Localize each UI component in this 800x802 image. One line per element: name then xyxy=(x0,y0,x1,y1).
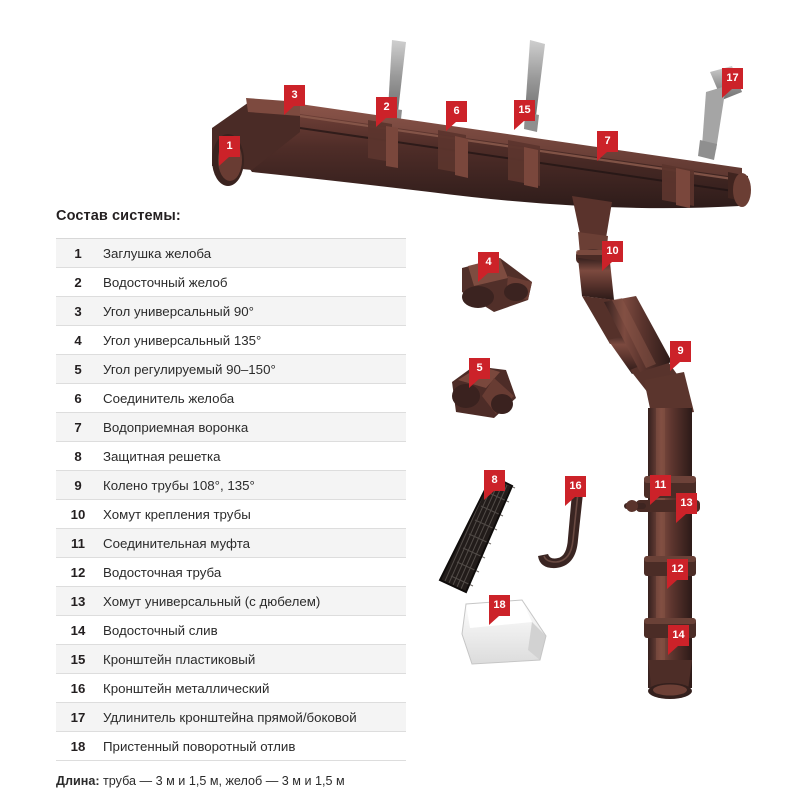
legend-row xyxy=(56,384,406,413)
legend-item-number: 16 xyxy=(70,680,86,696)
marker-18-tip xyxy=(489,616,509,625)
marker-3 xyxy=(284,85,305,115)
legend-footnote-bold: Длина: xyxy=(56,774,100,788)
legend-item-label: Соединитель желоба xyxy=(103,390,235,406)
legend-item-label: Угол универсальный 135° xyxy=(103,332,262,348)
marker-8-label: 8 xyxy=(484,470,505,491)
marker-5 xyxy=(469,358,490,388)
legend-item-number: 14 xyxy=(70,622,86,638)
legend-item-label: Соединительная муфта xyxy=(103,535,251,551)
legend-item-number: 3 xyxy=(74,303,82,319)
marker-7-tip xyxy=(597,152,617,161)
marker-6-tip xyxy=(446,122,466,131)
legend-item-number: 10 xyxy=(70,506,86,522)
marker-16-tip xyxy=(565,497,585,506)
marker-17-tip xyxy=(722,89,742,98)
legend-item-label: Водосточный слив xyxy=(103,622,218,638)
legend-row xyxy=(56,674,406,703)
legend-item-number: 11 xyxy=(71,535,85,551)
marker-18 xyxy=(489,595,510,625)
legend-row xyxy=(56,616,406,645)
legend-item-label: Водосточная труба xyxy=(103,564,222,580)
legend-row xyxy=(56,297,406,326)
marker-12-tip xyxy=(667,580,687,589)
legend-item-label: Водоприемная воронка xyxy=(103,419,249,435)
marker-17 xyxy=(722,68,743,98)
legend-row xyxy=(56,558,406,587)
legend-item-label: Кронштейн металлический xyxy=(103,680,270,696)
marker-17-label: 17 xyxy=(722,68,743,89)
marker-7-label: 7 xyxy=(597,131,618,152)
marker-11-label: 11 xyxy=(650,475,671,496)
legend-row xyxy=(56,732,406,761)
legend-item-number: 13 xyxy=(70,593,86,609)
marker-9 xyxy=(670,341,691,371)
marker-5-tip xyxy=(469,379,489,388)
legend-item-label: Колено трубы 108°, 135° xyxy=(103,477,255,493)
marker-11 xyxy=(650,475,671,505)
marker-6 xyxy=(446,101,467,131)
legend-row xyxy=(56,529,406,558)
legend-item-number: 18 xyxy=(70,738,86,754)
marker-14-tip xyxy=(668,646,688,655)
marker-9-label: 9 xyxy=(670,341,691,362)
legend-item-number: 15 xyxy=(70,651,86,667)
legend-row xyxy=(56,703,406,732)
gutter-run xyxy=(212,98,751,218)
legend-list xyxy=(56,238,406,761)
legend-item-number: 1 xyxy=(74,245,82,261)
legend-item-number: 7 xyxy=(74,419,82,435)
marker-2 xyxy=(376,97,397,127)
marker-2-label: 2 xyxy=(376,97,397,118)
legend-item-number: 5 xyxy=(74,361,82,377)
legend-item-number: 2 xyxy=(74,274,82,290)
legend-item-label: Заглушка желоба xyxy=(103,245,212,261)
marker-16-label: 16 xyxy=(565,476,586,497)
marker-1 xyxy=(219,136,240,166)
legend-row xyxy=(56,471,406,500)
legend-item-label: Угол универсальный 90° xyxy=(103,303,254,319)
legend-item-number: 8 xyxy=(74,448,82,464)
marker-15-label: 15 xyxy=(514,100,535,121)
legend-row xyxy=(56,413,406,442)
marker-14-label: 14 xyxy=(668,625,689,646)
legend-row xyxy=(56,442,406,471)
marker-13-tip xyxy=(676,514,696,523)
marker-15-tip xyxy=(514,121,534,130)
marker-8 xyxy=(484,470,505,500)
legend-row xyxy=(56,587,406,616)
marker-8-tip xyxy=(484,491,504,500)
legend-item-label: Удлинитель кронштейна прямой/боковой xyxy=(103,709,357,725)
marker-10 xyxy=(602,241,623,271)
legend-row xyxy=(56,645,406,674)
marker-4 xyxy=(478,252,499,282)
legend-item-number: 12 xyxy=(70,564,86,580)
downpipe-main xyxy=(644,408,696,699)
marker-4-tip xyxy=(478,273,498,282)
marker-10-label: 10 xyxy=(602,241,623,262)
legend xyxy=(56,208,406,788)
marker-7 xyxy=(597,131,618,161)
legend-row xyxy=(56,355,406,384)
legend-item-number: 17 xyxy=(70,709,86,725)
legend-row xyxy=(56,239,406,268)
legend-item-label: Хомут универсальный (с дюбелем) xyxy=(103,593,321,609)
legend-item-number: 6 xyxy=(74,390,82,406)
marker-5-label: 5 xyxy=(469,358,490,379)
legend-item-number: 9 xyxy=(74,477,82,493)
legend-item-label: Угол регулируемый 90–150° xyxy=(103,361,276,377)
marker-4-label: 4 xyxy=(478,252,499,273)
marker-12 xyxy=(667,559,688,589)
legend-row xyxy=(56,268,406,297)
marker-12-label: 12 xyxy=(667,559,688,580)
legend-row xyxy=(56,500,406,529)
marker-11-tip xyxy=(650,496,670,505)
marker-9-tip xyxy=(670,362,690,371)
legend-item-label: Водосточный желоб xyxy=(103,274,228,290)
marker-18-label: 18 xyxy=(489,595,510,616)
legend-title: Состав системы: xyxy=(56,208,181,224)
marker-1-label: 1 xyxy=(219,136,240,157)
marker-3-tip xyxy=(284,106,304,115)
legend-item-label: Кронштейн пластиковый xyxy=(103,651,256,667)
legend-item-label: Защитная решетка xyxy=(103,448,221,464)
legend-item-label: Хомут крепления трубы xyxy=(103,506,251,522)
legend-item-number: 4 xyxy=(74,332,82,348)
legend-item-label: Пристенный поворотный отлив xyxy=(103,738,296,754)
legend-row xyxy=(56,326,406,355)
marker-13 xyxy=(676,493,697,523)
marker-6-label: 6 xyxy=(446,101,467,122)
marker-16 xyxy=(565,476,586,506)
marker-15 xyxy=(514,100,535,130)
legend-footnote xyxy=(56,774,406,788)
marker-1-tip xyxy=(219,157,239,166)
marker-10-tip xyxy=(602,262,622,271)
marker-3-label: 3 xyxy=(284,85,305,106)
marker-14 xyxy=(668,625,689,655)
marker-2-tip xyxy=(376,118,396,127)
marker-13-label: 13 xyxy=(676,493,697,514)
legend-footnote-text: труба — 3 м и 1,5 м, желоб — 3 м и 1,5 м xyxy=(99,774,345,788)
